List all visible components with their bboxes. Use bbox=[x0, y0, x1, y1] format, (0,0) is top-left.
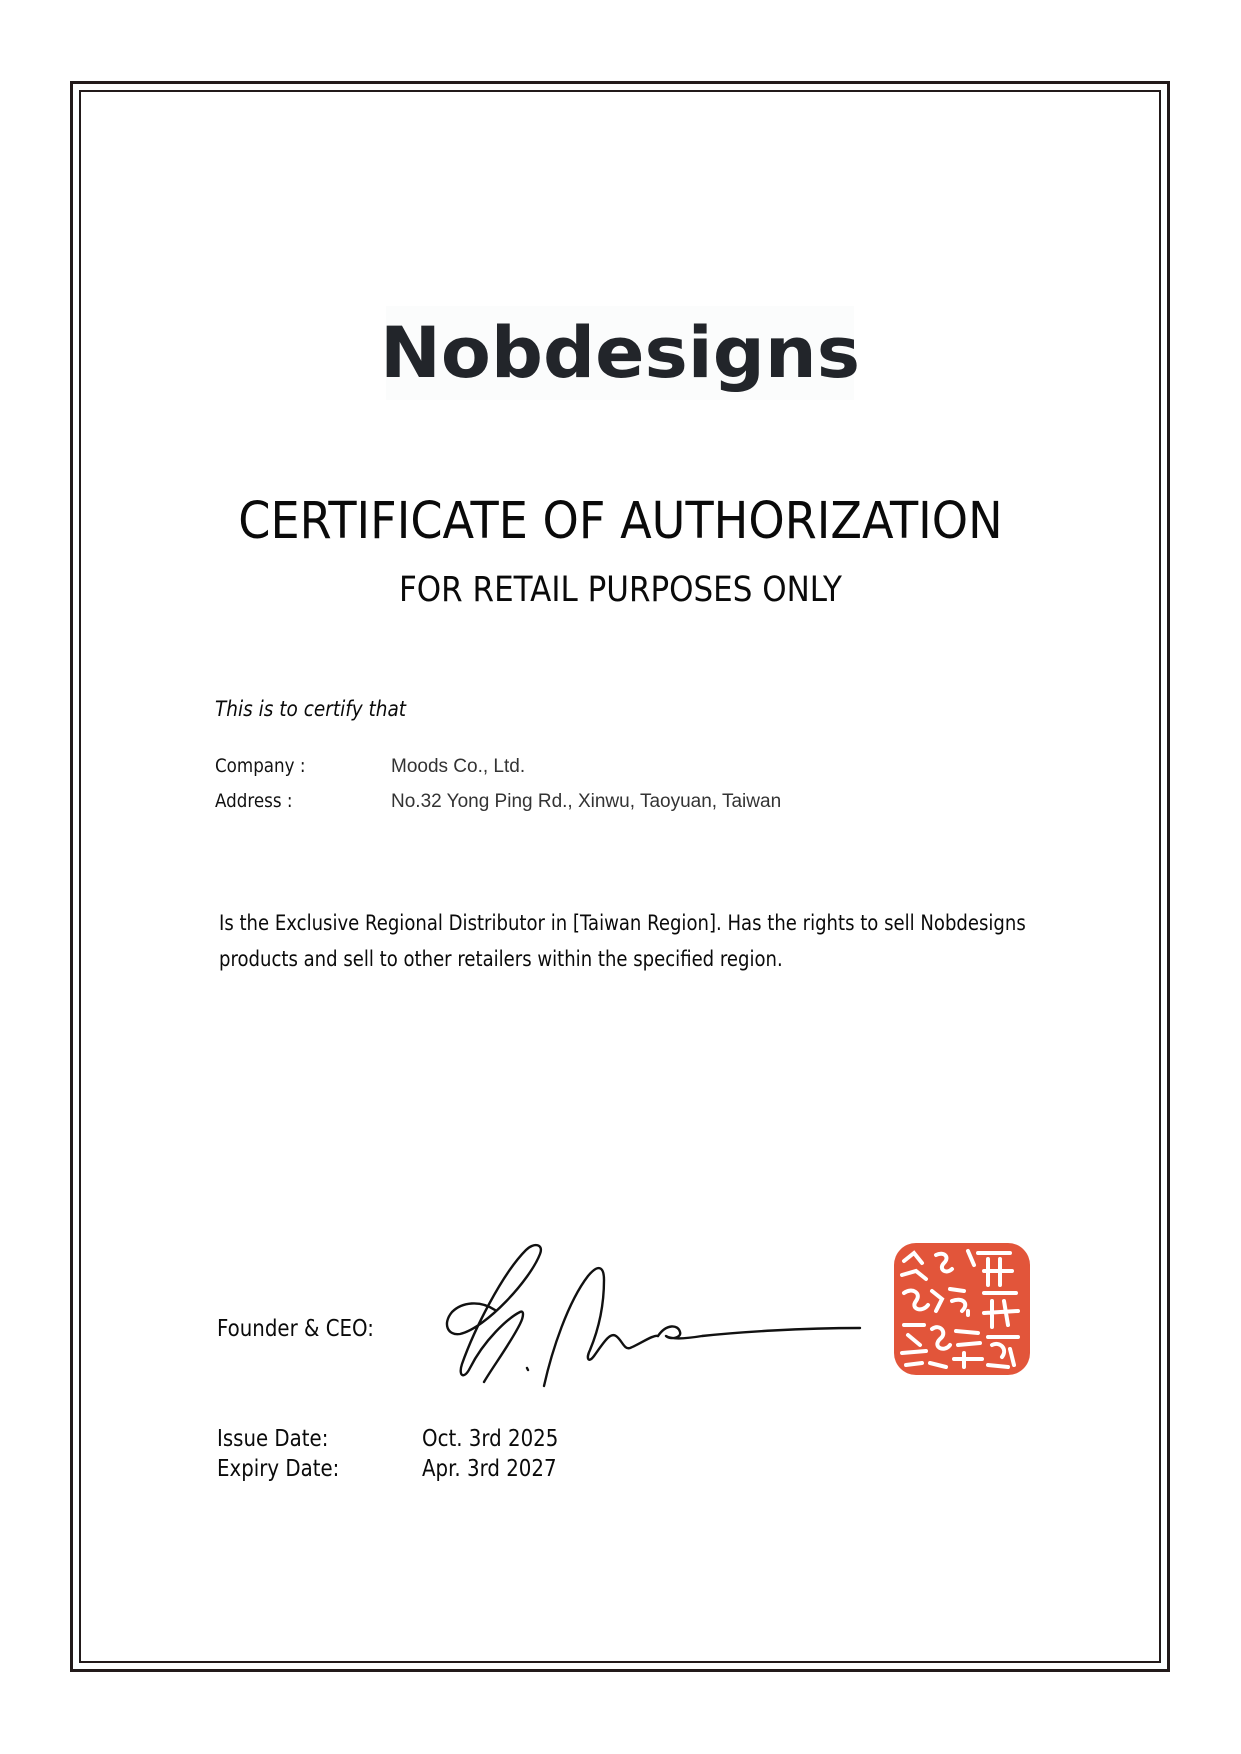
address-label: Address : bbox=[215, 790, 293, 812]
statement-line-1: Is the Exclusive Regional Distributor in [Taiwan Region]. Has the rights to sell Nobdesigns bbox=[219, 911, 1026, 935]
brand-logo: Nobdesigns bbox=[379, 312, 861, 394]
issue-date-label: Issue Date: bbox=[217, 1426, 329, 1452]
certificate-title: CERTIFICATE OF AUTHORIZATION bbox=[238, 492, 1003, 551]
issue-date-value: Oct. 3rd 2025 bbox=[422, 1426, 559, 1452]
address-value: No.32 Yong Ping Rd., Xinwu, Taoyuan, Taiwan bbox=[391, 791, 782, 812]
seal-stamp-icon bbox=[892, 1241, 1032, 1377]
signature-icon bbox=[440, 1240, 870, 1390]
statement-line-2: products and sell to other retailers within the specified region. bbox=[219, 947, 783, 971]
signatory-label: Founder & CEO: bbox=[217, 1316, 374, 1342]
expiry-date-label: Expiry Date: bbox=[217, 1456, 340, 1482]
company-value: Moods Co., Ltd. bbox=[391, 756, 526, 777]
expiry-date-value: Apr. 3rd 2027 bbox=[422, 1456, 557, 1482]
certify-intro: This is to certify that bbox=[215, 697, 407, 721]
certificate-subtitle: FOR RETAIL PURPOSES ONLY bbox=[398, 570, 842, 610]
company-label: Company : bbox=[215, 755, 306, 777]
